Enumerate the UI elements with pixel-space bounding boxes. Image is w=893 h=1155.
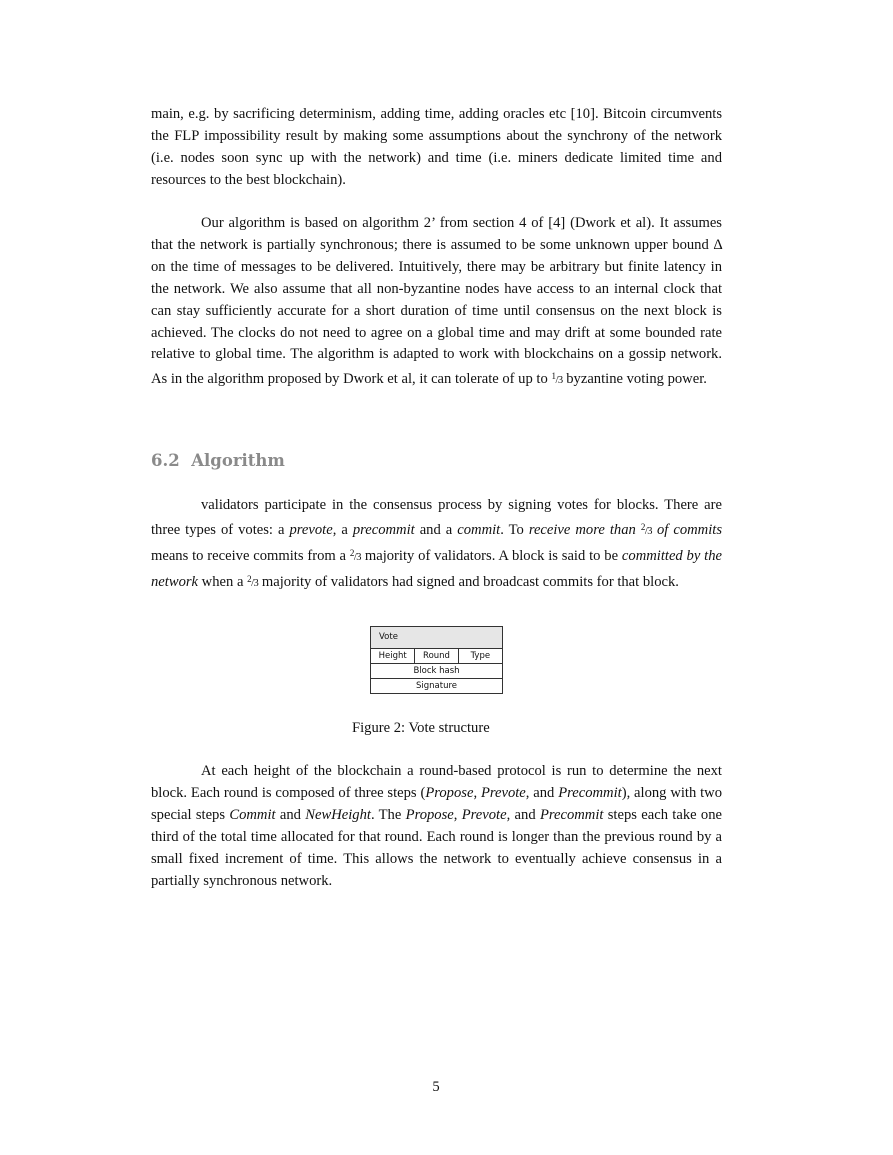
vote-fields-row xyxy=(371,649,502,664)
delta-symbol: Δ xyxy=(713,236,722,253)
block-hash-field: Block hash xyxy=(371,664,502,679)
section-title: Algorithm xyxy=(191,451,285,470)
paragraph-2: Our algorithm is based on algorithm 2’ from section 4 of [4] (Dwork et al). It assumes that the network is partially synchronous; there is assumed to be some unknown upper bound Δ on the time of messages to be delivered. Intuitively, there may be arbitrary but finite latency in the network. We also assume that all non-byzantine nodes have access to an internal clock that can stay sufficiently accurate for a short duration of time until consensus on the next block is achieved. The clocks do not need to agree on a global time and may drift at some bounded rate relative to global time. The algorithm is adapted to work with blockchains on a gossip network. As in the algorithm proposed by Dwork et al, it can tolerate of up to $^1$/3 byzantine voting power. xyxy=(151,215,722,388)
fraction-one-third: $^1$/3 xyxy=(551,371,563,387)
figure-caption: Figure 2: Vote structure xyxy=(352,720,490,736)
signature-field: Signature xyxy=(415,681,457,691)
round-field: Round xyxy=(415,649,458,663)
paragraph-4: At each height of the blockchain a round-based protocol is run to determine the next block. Each round is composed of three steps (Propose, Prevote, and Precommit), along with two special steps Commit and NewHeight. The Propose, Prevote, and Precommit steps each take one third of the total time allocated for that round. Each round is longer than the previous round by a small fixed increment of time. This allows the network to eventually achieve consensus in a partially synchronous network. xyxy=(151,763,723,889)
height-field: Height xyxy=(371,649,415,663)
vote-header: Vote xyxy=(371,627,502,649)
fraction-two-thirds: $^2$/3 xyxy=(640,521,652,537)
type-field: Type xyxy=(470,651,491,661)
page-number: 5 xyxy=(432,1079,440,1095)
section-heading xyxy=(151,451,285,470)
section-number: 6.2 xyxy=(151,451,180,470)
vote-structure-figure xyxy=(370,626,503,694)
paragraph-3: validators participate in the consensus process by signing votes for blocks. There are three types of votes: a prevote, a precommit and a commit. To receive more than $^2$/3 of commits means to receive commits from a $^2$/3 majority of validators. A block is said to be committed by the network when a $^2$/3 majority of validators had signed and broadcast commits for that block. xyxy=(151,497,722,590)
paragraph-1: main, e.g. by sacrificing determinism, adding time, adding oracles etc [10]. Bitcoin circumvents the FLP impossibility result by making some assumptions about the synchrony of the network (i.e. nodes soon sync up with the network) and time (i.e. miners dedicate limited time and resources to the best blockchain). xyxy=(151,106,722,188)
